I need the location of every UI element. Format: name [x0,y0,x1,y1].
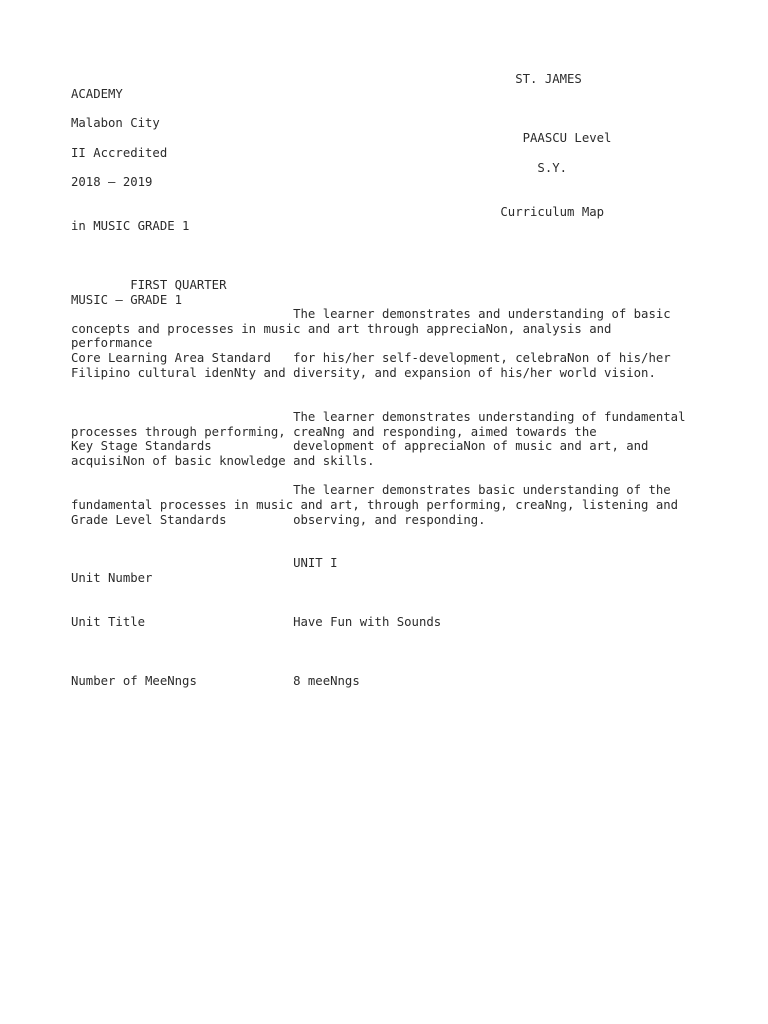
subject-grade: MUSIC – GRADE 1 [71,293,183,307]
core-standard-line: The learner demonstrates and understanding of basic [71,307,671,321]
unit-title-row: Unit Title Have Fun with Sounds [71,615,442,629]
core-standard-line: Core Learning Area Standard for his/her self-development, celebraNon of his/her [71,351,671,365]
unit-number-value: UNIT I [71,556,338,570]
school-year-label: S.Y. [71,161,568,175]
document-title-line2: in MUSIC GRADE 1 [71,219,190,233]
key-stage-line: processes through performing, creaNng and responding, aimed towards the [71,425,597,439]
school-city: Malabon City [71,116,160,130]
key-stage-line: acquisiNon of basic knowledge and skills. [71,454,375,468]
core-standard-line: Filipino cultural idenNty and diversity, and expansion of his/her world vision. [71,366,656,380]
accreditation-line1: PAASCU Level [71,131,612,145]
accreditation-line2: II Accredited [71,146,168,160]
quarter-heading: FIRST QUARTER [71,278,227,292]
key-stage-line: Key Stage Standards development of appreciaNon of music and art, and [71,439,649,453]
school-name-line1: ST. JAMES [71,72,582,86]
curriculum-document [71,0,751,1024]
core-standard-line: concepts and processes in music and art through appreciaNon, analysis and [71,322,612,336]
document-title-line1: Curriculum Map [71,205,605,219]
key-stage-line: The learner demonstrates understanding of fundamental [71,410,686,424]
school-name-line2: ACADEMY [71,87,123,101]
grade-level-line: Grade Level Standards observing, and responding. [71,513,486,527]
meetings-row: Number of MeeNngs 8 meeNngs [71,674,360,688]
unit-number-label: Unit Number [71,571,153,585]
core-standard-line: performance [71,336,153,350]
school-year-value: 2018 – 2019 [71,175,153,189]
grade-level-line: The learner demonstrates basic understanding of the [71,483,671,497]
grade-level-line: fundamental processes in music and art, through performing, creaNng, listening and [71,498,679,512]
